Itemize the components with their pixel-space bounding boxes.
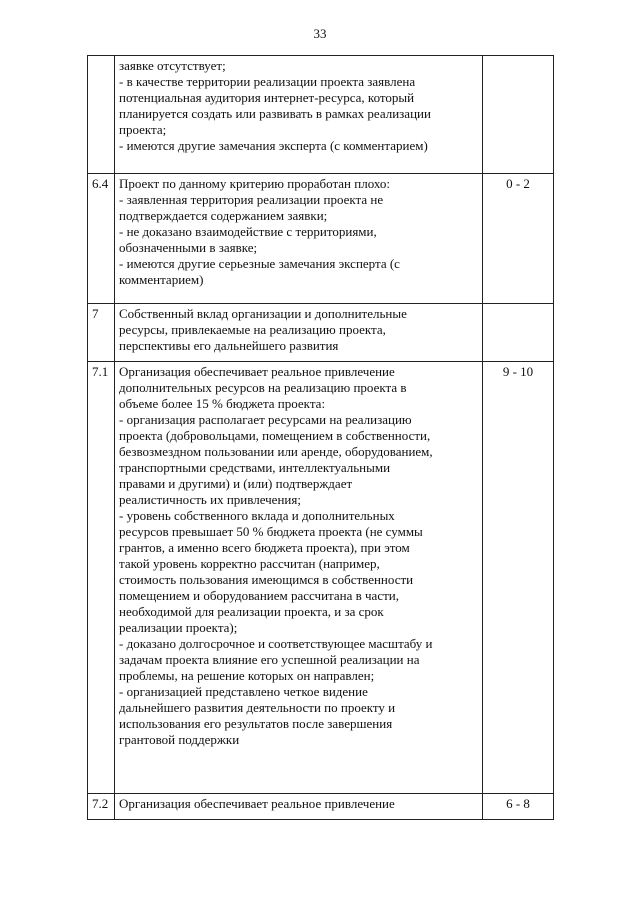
criteria-table: [87, 55, 554, 820]
table-row: [88, 362, 554, 794]
description-line: такой уровень корректно рассчитан (например,: [119, 556, 380, 571]
description-line: проекта;: [119, 122, 167, 137]
criterion-description: [115, 304, 483, 362]
description-line: - уровень собственного вклада и дополнительных: [119, 508, 395, 523]
description-line: ресурсов превышает 50 % бюджета проекта (не суммы: [119, 524, 423, 539]
description-line: помещением и оборудованием рассчитана в части,: [119, 588, 399, 603]
description-line: планируется создать или развивать в рамках реализации: [119, 106, 431, 121]
description-line: транспортными средствами, интеллектуальными: [119, 460, 391, 475]
description-line: задачам проекта влияние его успешной реализации на: [119, 652, 420, 667]
description-line: потенциальная аудитория интернет-ресурса, который: [119, 90, 415, 105]
criterion-number: 7.1: [88, 362, 115, 794]
criterion-description: [115, 56, 483, 174]
description-line: безвозмездном пользовании или аренде, оборудованием,: [119, 444, 433, 459]
description-line: - доказано долгосрочное и соответствующее масштабу и: [119, 636, 433, 651]
score-range: [483, 56, 554, 174]
table-row: [88, 794, 554, 820]
description-line: Организация обеспечивает реальное привлечение: [119, 364, 395, 379]
criterion-description: [115, 174, 483, 304]
description-line: Организация обеспечивает реальное привлечение: [119, 796, 395, 811]
description-line: - имеются другие замечания эксперта (с комментарием): [119, 138, 428, 153]
criterion-number: 7.2: [88, 794, 115, 820]
description-line: подтверждается содержанием заявки;: [119, 208, 328, 223]
page-number: 33: [313, 26, 327, 41]
description-line: - в качестве территории реализации проекта заявлена: [119, 74, 416, 89]
description-line: комментарием): [119, 272, 204, 287]
description-line: дальнейшего развития деятельности по проекту и: [119, 700, 396, 715]
description-line: Собственный вклад организации и дополнительные: [119, 306, 407, 321]
table-row: [88, 56, 554, 174]
score-range: 0 - 2: [483, 174, 554, 304]
criterion-number: 7: [88, 304, 115, 362]
criterion-description: [115, 362, 483, 794]
description-line: перспективы его дальнейшего развития: [119, 338, 339, 353]
description-line: - не доказано взаимодействие с территориями,: [119, 224, 377, 239]
description-line: заявке отсутствует;: [119, 58, 226, 73]
description-line: проекта (добровольцами, помещением в собственности,: [119, 428, 431, 443]
score-range: [483, 304, 554, 362]
description-line: - заявленная территория реализации проекта не: [119, 192, 384, 207]
description-line: - организацией представлено четкое видение: [119, 684, 368, 699]
description-line: использования его результатов после завершения: [119, 716, 393, 731]
description-line: дополнительных ресурсов на реализацию проекта в: [119, 380, 407, 395]
description-line: реализации проекта);: [119, 620, 238, 635]
criterion-number: 6.4: [88, 174, 115, 304]
description-line: грантовой поддержки: [119, 732, 240, 747]
score-range: 6 - 8: [483, 794, 554, 820]
criterion-number: [88, 56, 115, 174]
score-range: 9 - 10: [483, 362, 554, 794]
criterion-description: [115, 794, 483, 820]
criteria-table-body: [88, 56, 554, 820]
description-line: - имеются другие серьезные замечания эксперта (с: [119, 256, 400, 271]
description-line: правами и другими) и (или) подтверждает: [119, 476, 353, 491]
description-line: грантов, а именно всего бюджета проекта), при этом: [119, 540, 410, 555]
description-line: Проект по данному критерию проработан плохо:: [119, 176, 390, 191]
description-line: обозначенными в заявке;: [119, 240, 258, 255]
description-line: реалистичность их привлечения;: [119, 492, 301, 507]
description-line: ресурсы, привлекаемые на реализацию проекта,: [119, 322, 386, 337]
table-row: [88, 174, 554, 304]
description-line: необходимой для реализации проекта, и за срок: [119, 604, 384, 619]
description-line: проблемы, на решение которых он направлен;: [119, 668, 375, 683]
table-row: [88, 304, 554, 362]
description-line: объеме более 15 % бюджета проекта:: [119, 396, 326, 411]
description-line: стоимость пользования имеющимся в собственности: [119, 572, 414, 587]
description-line: - организация располагает ресурсами на реализацию: [119, 412, 412, 427]
